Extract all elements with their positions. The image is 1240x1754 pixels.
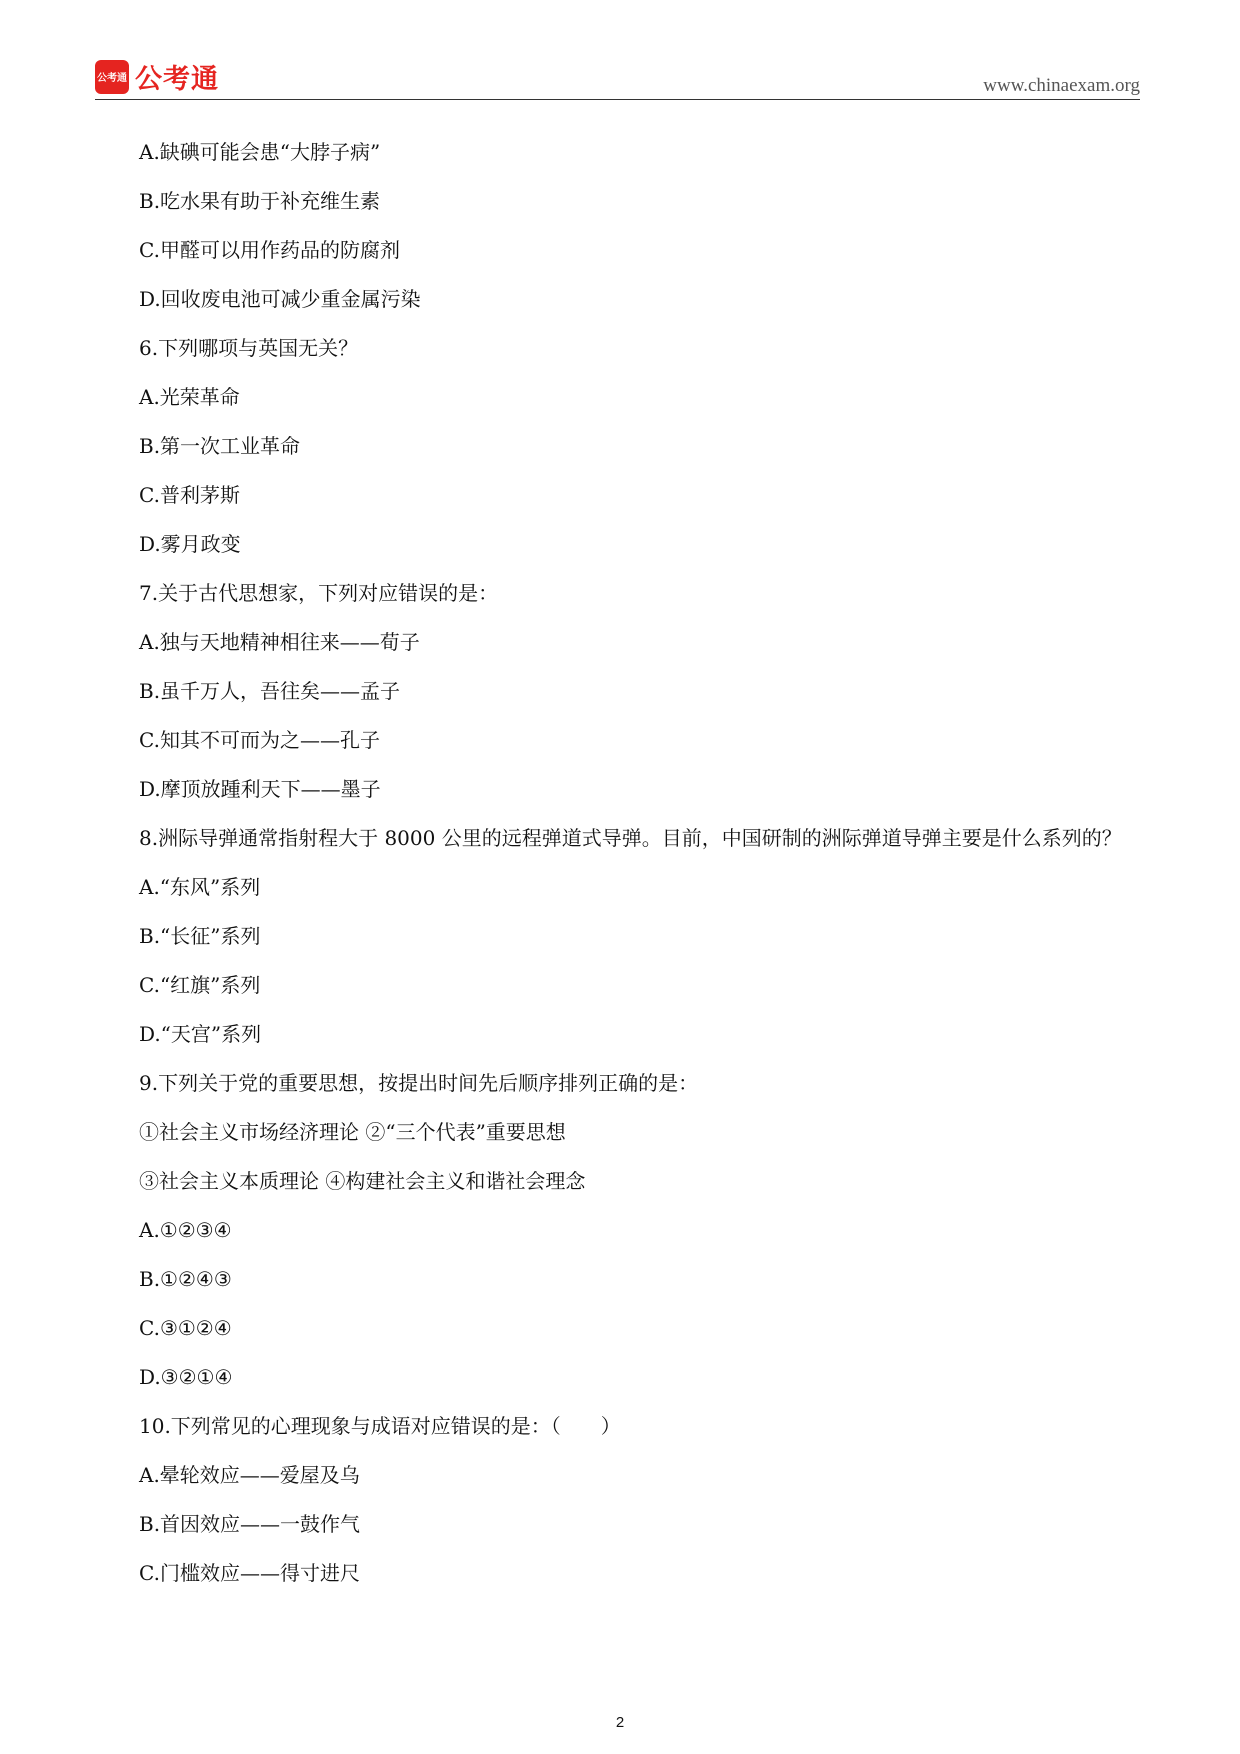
option-line: C.普利茅斯 [139,483,240,507]
question-line: 6.下列哪项与英国无关？ [139,336,359,360]
website-url[interactable]: www.chinaexam.org [983,75,1140,96]
logo-text: 公考通 [135,64,219,95]
option-line: D.回收废电池可减少重金属污染 [139,287,421,311]
option-line: D.“天宫”系列 [139,1022,262,1046]
option-line: A.缺碘可能会患“大脖子病” [139,140,381,164]
option-line: B.吃水果有助于补充维生素 [139,189,381,213]
option-line: B.虽千万人，吾往矣——孟子 [139,679,401,703]
statement-line: ③社会主义本质理论 ④构建社会主义和谐社会理念 [139,1169,586,1193]
option-line: A.①②③④ [139,1218,232,1242]
option-line: D.雾月政变 [139,532,241,556]
logo[interactable] [95,57,219,96]
question-line: 7.关于古代思想家，下列对应错误的是： [139,581,499,605]
option-line: A.独与天地精神相往来——荀子 [139,630,420,654]
question-8: 8.洲际导弹通常指射程大于 8000 公里的远程弹道式导弹。目前，中国研制的洲际弹道导弹主要是什么系列的？ [139,826,1122,850]
page-number: 2 [615,1714,625,1731]
question-line: 10.下列常见的心理现象与成语对应错误的是：（ ） [139,1414,621,1438]
option-line: A.晕轮效应——爱屋及乌 [139,1463,360,1487]
option-line: C.知其不可而为之——孔子 [139,728,380,752]
question-line: 9.下列关于党的重要思想，按提出时间先后顺序排列正确的是： [139,1071,699,1095]
option-line: C.甲醛可以用作药品的防腐剂 [139,238,400,262]
option-line: D.③②①④ [139,1365,233,1389]
option-line: A.光荣革命 [139,385,240,409]
option-line: B.“长征”系列 [139,924,261,948]
option-line: C.③①②④ [139,1316,232,1340]
logo-mark: 公考通 [95,60,129,94]
option-line: B.首因效应——一鼓作气 [139,1512,361,1536]
option-line: C.“红旗”系列 [139,973,261,997]
option-line: B.①②④③ [139,1267,232,1291]
page-header [95,55,1140,100]
document-body [95,128,1140,1598]
option-line: D.摩顶放踵利天下——墨子 [139,777,381,801]
option-line: A.“东风”系列 [139,875,261,899]
statement-line: ①社会主义市场经济理论 ②“三个代表”重要思想 [139,1120,566,1144]
option-line: B.第一次工业革命 [139,434,301,458]
option-line: C.门槛效应——得寸进尺 [139,1561,360,1585]
